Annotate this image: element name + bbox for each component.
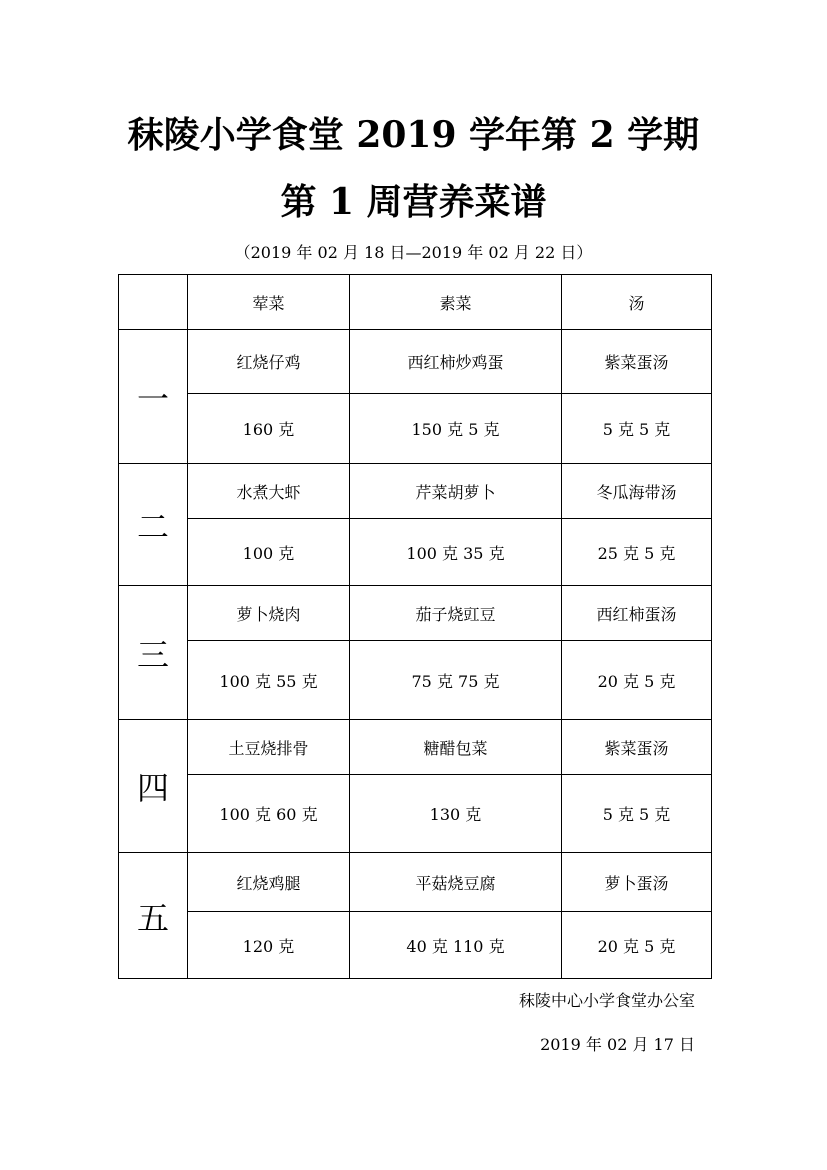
meat-quantity: 100 克 60 克: [188, 775, 350, 853]
table-row: [119, 394, 712, 464]
meat-dish: 红烧仔鸡: [188, 330, 350, 394]
header-meat: 荤菜: [188, 275, 350, 330]
soup-dish: 萝卜蛋汤: [562, 853, 712, 912]
page-title: 秣陵小学食堂 2019 学年第 2 学期: [127, 114, 700, 156]
day-label: 五: [119, 853, 188, 979]
meat-dish: 红烧鸡腿: [188, 853, 350, 912]
veg-quantity: 130 克: [350, 775, 562, 853]
day-label: 四: [119, 720, 188, 853]
meat-quantity: 120 克: [188, 912, 350, 979]
table-row: [119, 586, 712, 641]
soup-dish: 紫菜蛋汤: [562, 720, 712, 775]
day-label: 一: [119, 330, 188, 464]
soup-quantity: 20 克 5 克: [562, 912, 712, 979]
soup-quantity: 20 克 5 克: [562, 641, 712, 720]
meat-quantity: 100 克 55 克: [188, 641, 350, 720]
page-subtitle: 第 1 周营养菜谱: [280, 181, 547, 223]
veg-dish: 糖醋包菜: [350, 720, 562, 775]
soup-quantity: 5 克 5 克: [562, 394, 712, 464]
meat-dish: 萝卜烧肉: [188, 586, 350, 641]
table-row: [119, 912, 712, 979]
menu-table: [118, 274, 712, 979]
header-soup: 汤: [562, 275, 712, 330]
table-row: [119, 720, 712, 775]
meat-dish: 土豆烧排骨: [188, 720, 350, 775]
veg-dish: 平菇烧豆腐: [350, 853, 562, 912]
signature-date: 2019 年 02 月 17 日: [540, 1035, 695, 1054]
veg-quantity: 75 克 75 克: [350, 641, 562, 720]
date-range: （2019 年 02 月 18 日—2019 年 02 月 22 日）: [234, 243, 593, 262]
meat-quantity: 100 克: [188, 519, 350, 586]
header-veg: 素菜: [350, 275, 562, 330]
table-row: [119, 464, 712, 519]
table-row: [119, 641, 712, 720]
office-signature: 秣陵中心小学食堂办公室: [518, 991, 695, 1010]
table-row: [119, 853, 712, 912]
veg-dish: 西红柿炒鸡蛋: [350, 330, 562, 394]
veg-quantity: 100 克 35 克: [350, 519, 562, 586]
meat-dish: 水煮大虾: [188, 464, 350, 519]
table-row: [119, 775, 712, 853]
day-label: 二: [119, 464, 188, 586]
veg-quantity: 150 克 5 克: [350, 394, 562, 464]
meat-quantity: 160 克: [188, 394, 350, 464]
veg-dish: 茄子烧豇豆: [350, 586, 562, 641]
veg-quantity: 40 克 110 克: [350, 912, 562, 979]
header-blank: [119, 275, 188, 330]
soup-dish: 西红柿蛋汤: [562, 586, 712, 641]
soup-dish: 冬瓜海带汤: [562, 464, 712, 519]
day-label: 三: [119, 586, 188, 720]
table-row: [119, 519, 712, 586]
soup-dish: 紫菜蛋汤: [562, 330, 712, 394]
soup-quantity: 25 克 5 克: [562, 519, 712, 586]
table-row: [119, 330, 712, 394]
header-row: [119, 275, 712, 330]
veg-dish: 芹菜胡萝卜: [350, 464, 562, 519]
soup-quantity: 5 克 5 克: [562, 775, 712, 853]
